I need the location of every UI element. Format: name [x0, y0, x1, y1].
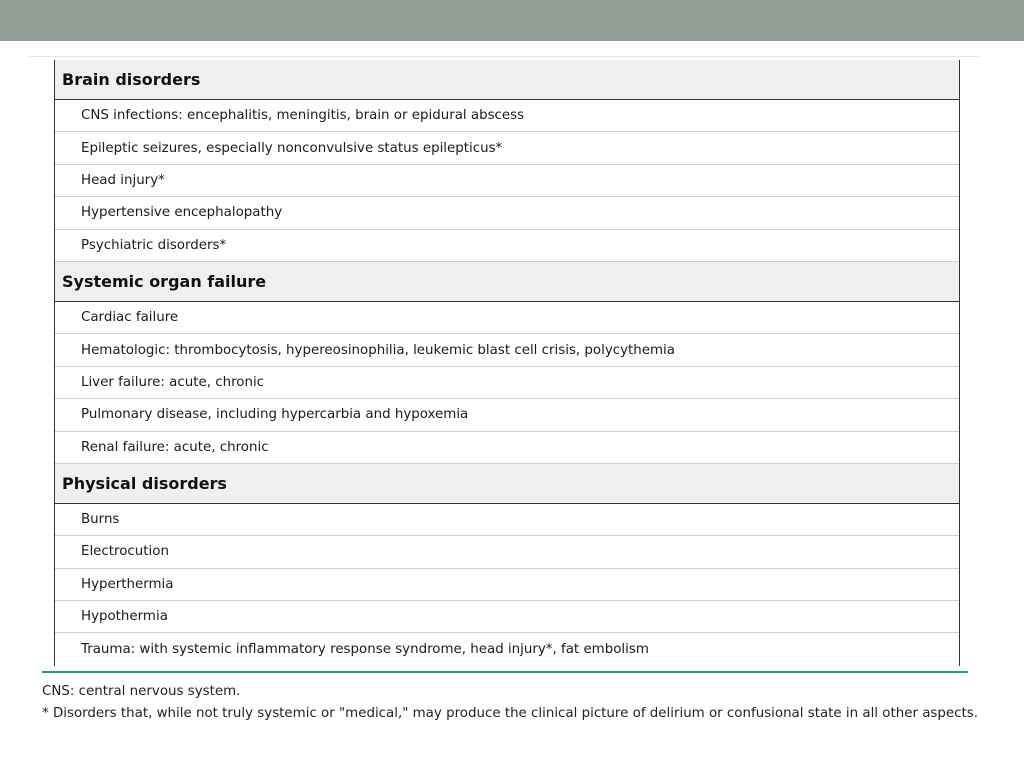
disorders-table	[54, 60, 960, 666]
footnote-abbreviation: CNS: central nervous system.	[42, 684, 241, 699]
table-row: Burns	[55, 504, 959, 536]
footnotes	[42, 681, 1002, 725]
table-row: Head injury*	[55, 165, 959, 197]
table-row: Psychiatric disorders*	[55, 230, 959, 262]
table-row: Epileptic seizures, especially nonconvulsive status epilepticus*	[55, 132, 959, 164]
table-row: Pulmonary disease, including hypercarbia and hypoxemia	[55, 399, 959, 431]
footnote-asterisk: * Disorders that, while not truly systemic or "medical," may produce the clinical picture of delirium or confusional state in all other aspects.	[42, 706, 978, 721]
table-row: Electrocution	[55, 536, 959, 568]
slide-title-bar	[0, 0, 1024, 41]
table-row: Hyperthermia	[55, 569, 959, 601]
table-row: Liver failure: acute, chronic	[55, 367, 959, 399]
table-row: CNS infections: encephalitis, meningitis, brain or epidural abscess	[55, 100, 959, 132]
section-header-brain-disorders: Brain disorders	[55, 60, 959, 100]
table-row: Renal failure: acute, chronic	[55, 432, 959, 464]
section-header-systemic-organ-failure: Systemic organ failure	[55, 262, 959, 302]
table-row: Cardiac failure	[55, 302, 959, 334]
table-row: Hypertensive encephalopathy	[55, 197, 959, 229]
table-row: Hypothermia	[55, 601, 959, 633]
table-row: Hematologic: thrombocytosis, hypereosinophilia, leukemic blast cell crisis, polycythemia	[55, 334, 959, 366]
divider	[28, 56, 980, 57]
section-header-physical-disorders: Physical disorders	[55, 464, 959, 504]
table-row: Trauma: with systemic inflammatory response syndrome, head injury*, fat embolism	[81, 642, 649, 658]
table-bottom-rule	[42, 671, 968, 673]
